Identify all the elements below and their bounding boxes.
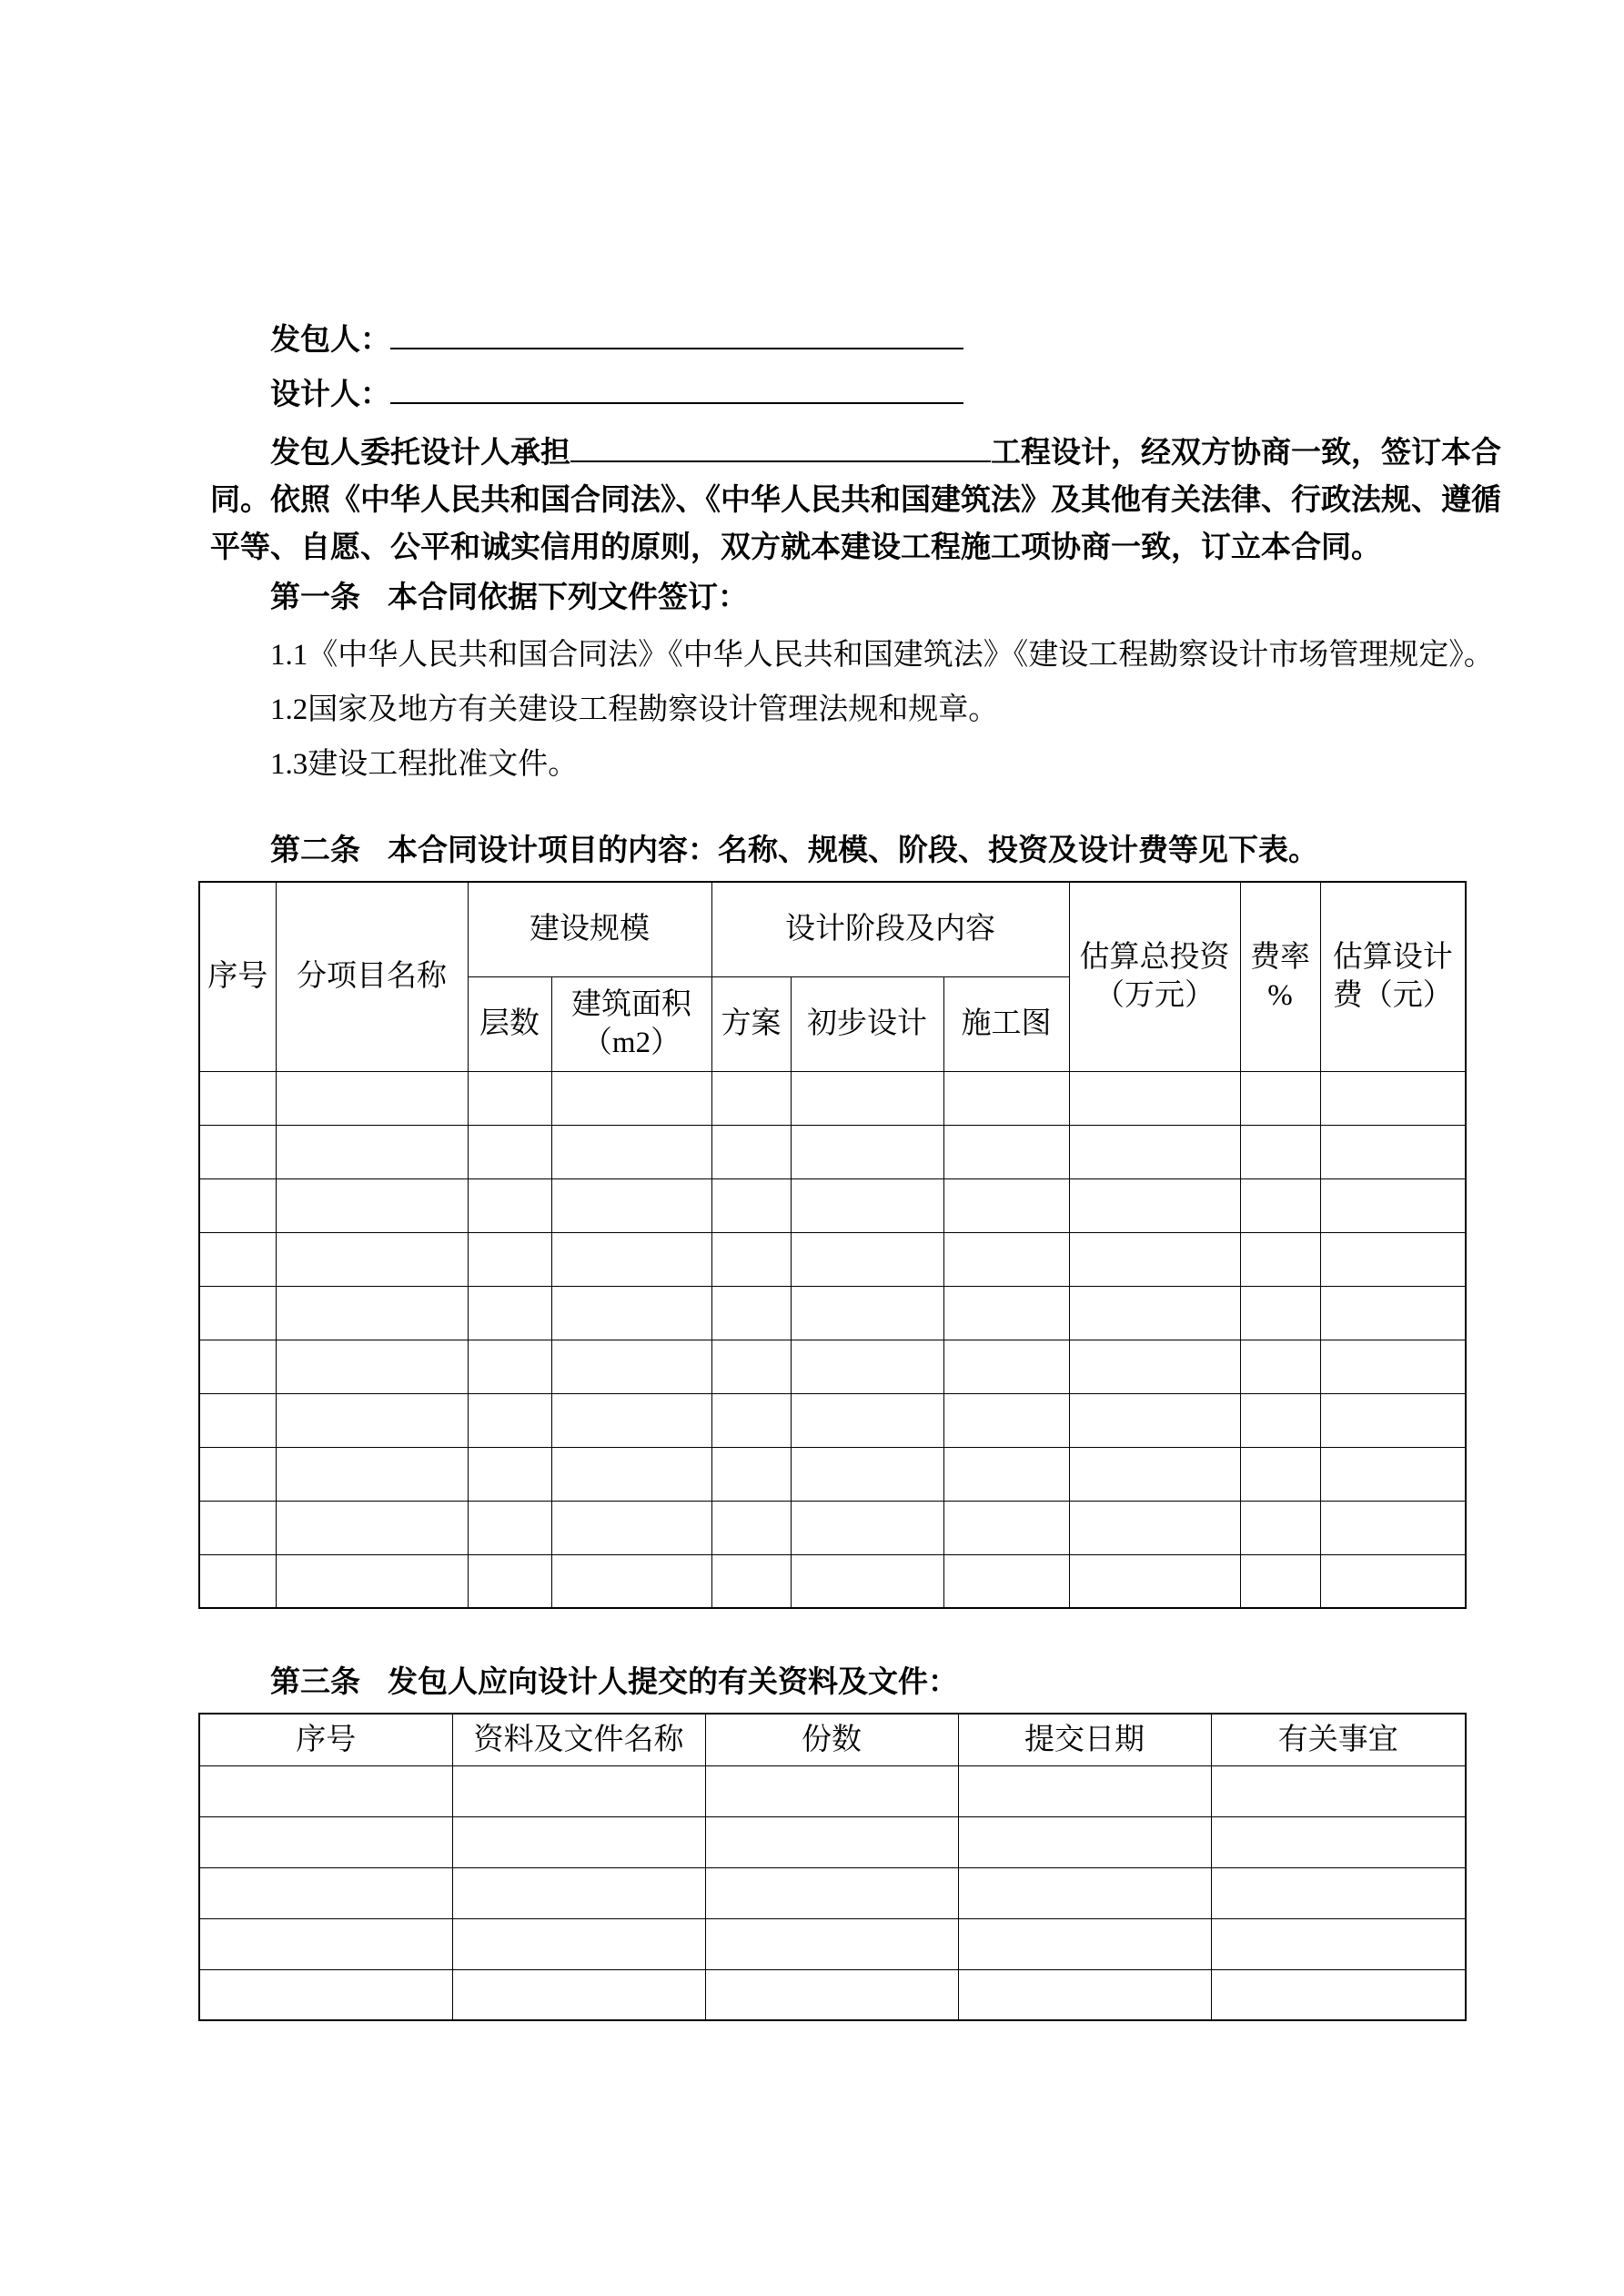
empty-table-row	[199, 1286, 1466, 1340]
empty-cell[interactable]	[276, 1554, 468, 1608]
empty-cell[interactable]	[1320, 1232, 1466, 1286]
party-b-line	[198, 375, 1465, 415]
empty-cell[interactable]	[1320, 1286, 1466, 1340]
empty-cell[interactable]	[943, 1286, 1069, 1340]
empty-cell[interactable]	[1211, 1969, 1466, 2020]
col-header-floors: 层数	[468, 976, 551, 1071]
empty-table-row	[199, 1816, 1466, 1867]
article3-heading	[198, 1662, 1465, 1702]
article1-items	[198, 635, 1494, 784]
empty-cell[interactable]	[943, 1447, 1069, 1501]
empty-cell[interactable]	[1320, 1447, 1466, 1501]
empty-cell[interactable]	[199, 1071, 276, 1125]
empty-cell[interactable]	[551, 1232, 711, 1286]
party-a-label: 发包人：	[270, 324, 390, 357]
empty-cell[interactable]	[791, 1393, 943, 1447]
empty-table-row	[199, 1918, 1466, 1969]
party-b-blank-field[interactable]	[390, 379, 963, 404]
fee-line-2: 费（元）	[1332, 979, 1453, 1013]
empty-cell[interactable]	[276, 1125, 468, 1178]
empty-cell[interactable]	[943, 1178, 1069, 1232]
empty-cell[interactable]	[551, 1286, 711, 1340]
empty-cell[interactable]	[791, 1286, 943, 1340]
empty-cell[interactable]	[1069, 1178, 1240, 1232]
empty-cell[interactable]	[705, 1867, 958, 1918]
article1-item-1: 1.1《中华人民共和国合同法》《中华人民共和国建筑法》《建设工程勘察设计市场管理规定》。	[270, 639, 1494, 672]
empty-cell[interactable]	[958, 1969, 1211, 2020]
rate-line-1: 费率	[1250, 941, 1310, 975]
empty-cell[interactable]	[1069, 1501, 1240, 1554]
empty-cell[interactable]	[1069, 1232, 1240, 1286]
project-name-blank-field[interactable]	[570, 437, 991, 462]
empty-cell[interactable]	[1240, 1178, 1320, 1232]
area-line-1: 建筑面积	[571, 988, 691, 1021]
fee-line-1: 估算设计	[1332, 941, 1453, 975]
col-header-construction-drawing: 施工图	[943, 976, 1069, 1071]
empty-cell[interactable]	[276, 1501, 468, 1554]
empty-cell[interactable]	[199, 1340, 276, 1393]
article2-title: 本合同设计项目的内容：名称、规模、阶段、投资及设计费等见下表。	[388, 833, 1318, 866]
article2-number: 第二条	[270, 833, 360, 866]
area-line-2: （m2）	[581, 1027, 681, 1059]
empty-table-row	[199, 1393, 1466, 1447]
empty-cell[interactable]	[468, 1071, 551, 1125]
empty-cell[interactable]	[1320, 1125, 1466, 1178]
empty-cell[interactable]	[1240, 1554, 1320, 1608]
col-header-document-name: 资料及文件名称	[452, 1714, 705, 1765]
empty-cell[interactable]	[958, 1918, 1211, 1969]
empty-cell[interactable]	[276, 1071, 468, 1125]
empty-cell[interactable]	[1211, 1867, 1466, 1918]
empty-cell[interactable]	[1240, 1340, 1320, 1393]
empty-table-row	[199, 1125, 1466, 1178]
empty-cell[interactable]	[468, 1340, 551, 1393]
contract-page	[198, 320, 1501, 2021]
empty-cell[interactable]	[452, 1765, 705, 1816]
empty-cell[interactable]	[551, 1340, 711, 1393]
article2-heading	[198, 830, 1465, 870]
table2-body	[199, 1765, 1466, 2020]
empty-cell[interactable]	[551, 1178, 711, 1232]
empty-cell[interactable]	[199, 1969, 452, 2020]
empty-cell[interactable]	[1320, 1501, 1466, 1554]
empty-cell[interactable]	[199, 1286, 276, 1340]
empty-cell[interactable]	[468, 1447, 551, 1501]
empty-cell[interactable]	[468, 1232, 551, 1286]
empty-cell[interactable]	[1069, 1125, 1240, 1178]
empty-cell[interactable]	[199, 1232, 276, 1286]
empty-cell[interactable]	[468, 1554, 551, 1608]
empty-cell[interactable]	[1211, 1816, 1466, 1867]
empty-cell[interactable]	[705, 1816, 958, 1867]
article3-number: 第三条	[270, 1664, 360, 1698]
empty-cell[interactable]	[1320, 1178, 1466, 1232]
empty-cell[interactable]	[1240, 1393, 1320, 1447]
empty-cell[interactable]	[276, 1393, 468, 1447]
empty-table-row	[199, 1969, 1466, 2020]
empty-cell[interactable]	[1240, 1232, 1320, 1286]
empty-cell[interactable]	[452, 1918, 705, 1969]
col-header-copies: 份数	[705, 1714, 958, 1765]
empty-cell[interactable]	[711, 1071, 791, 1125]
empty-cell[interactable]	[468, 1501, 551, 1554]
commission-suffix-text: 工程设计，经双方协商一致，签订本合	[991, 437, 1501, 470]
empty-cell[interactable]	[791, 1178, 943, 1232]
empty-cell[interactable]	[551, 1125, 711, 1178]
empty-cell[interactable]	[1240, 1501, 1320, 1554]
empty-cell[interactable]	[791, 1340, 943, 1393]
article1-item-3: 1.3建设工程批准文件。	[270, 748, 579, 781]
empty-cell[interactable]	[943, 1393, 1069, 1447]
empty-cell[interactable]	[711, 1393, 791, 1447]
article1-heading	[198, 577, 1465, 617]
intro-line-1	[198, 430, 1501, 477]
empty-cell[interactable]	[1069, 1393, 1240, 1447]
empty-cell[interactable]	[468, 1178, 551, 1232]
empty-cell[interactable]	[1069, 1071, 1240, 1125]
empty-cell[interactable]	[705, 1765, 958, 1816]
empty-cell[interactable]	[711, 1125, 791, 1178]
empty-cell[interactable]	[711, 1232, 791, 1286]
empty-cell[interactable]	[791, 1501, 943, 1554]
empty-cell[interactable]	[452, 1816, 705, 1867]
empty-cell[interactable]	[1240, 1447, 1320, 1501]
empty-cell[interactable]	[199, 1554, 276, 1608]
empty-cell[interactable]	[468, 1125, 551, 1178]
empty-cell[interactable]	[1211, 1765, 1466, 1816]
empty-cell[interactable]	[1069, 1340, 1240, 1393]
empty-cell[interactable]	[791, 1071, 943, 1125]
empty-cell[interactable]	[958, 1816, 1211, 1867]
article1-number: 第一条	[270, 580, 360, 613]
empty-cell[interactable]	[276, 1232, 468, 1286]
col-header-design-fee	[1320, 882, 1466, 1071]
empty-cell[interactable]	[199, 1393, 276, 1447]
col-header-serial: 序号	[199, 1714, 452, 1765]
empty-cell[interactable]	[199, 1447, 276, 1501]
empty-table-row	[199, 1340, 1466, 1393]
empty-table-row	[199, 1501, 1466, 1554]
col-group-construction-scale: 建设规模	[468, 882, 711, 976]
empty-cell[interactable]	[943, 1232, 1069, 1286]
empty-cell[interactable]	[943, 1071, 1069, 1125]
empty-cell[interactable]	[791, 1125, 943, 1178]
party-a-blank-field[interactable]	[390, 324, 963, 349]
empty-cell[interactable]	[943, 1125, 1069, 1178]
col-header-total-investment	[1069, 882, 1240, 1071]
empty-cell[interactable]	[199, 1867, 452, 1918]
empty-cell[interactable]	[199, 1918, 452, 1969]
empty-cell[interactable]	[943, 1501, 1069, 1554]
col-header-project-name: 分项目名称	[276, 882, 468, 1071]
empty-cell[interactable]	[551, 1393, 711, 1447]
empty-table-row	[199, 1178, 1466, 1232]
empty-cell[interactable]	[705, 1969, 958, 2020]
empty-cell[interactable]	[551, 1447, 711, 1501]
article1-title: 本合同依据下列文件签订：	[388, 580, 748, 613]
party-b-label: 设计人：	[270, 379, 390, 411]
empty-cell[interactable]	[711, 1286, 791, 1340]
empty-cell[interactable]	[791, 1554, 943, 1608]
documents-table	[198, 1713, 1467, 2021]
empty-cell[interactable]	[1069, 1286, 1240, 1340]
article3-title: 发包人应向设计人提交的有关资料及文件：	[388, 1664, 958, 1698]
empty-cell[interactable]	[551, 1501, 711, 1554]
party-a-line	[198, 320, 1465, 360]
intro-line-2: 同。依照《中华人民共和国合同法》、《中华人民共和国建筑法》及其他有关法律、行政法规、遵循	[210, 484, 1501, 517]
col-group-design-stage: 设计阶段及内容	[711, 882, 1069, 976]
empty-cell[interactable]	[711, 1501, 791, 1554]
empty-cell[interactable]	[199, 1125, 276, 1178]
empty-cell[interactable]	[1211, 1918, 1466, 1969]
empty-cell[interactable]	[276, 1340, 468, 1393]
empty-cell[interactable]	[943, 1554, 1069, 1608]
table1-body	[199, 1071, 1466, 1608]
empty-cell[interactable]	[958, 1765, 1211, 1816]
empty-cell[interactable]	[199, 1501, 276, 1554]
table2-header-row	[199, 1714, 1466, 1765]
empty-cell[interactable]	[1320, 1393, 1466, 1447]
empty-table-row	[199, 1554, 1466, 1608]
empty-cell[interactable]	[1069, 1554, 1240, 1608]
col-header-related-matters: 有关事宜	[1211, 1714, 1466, 1765]
col-header-building-area	[551, 976, 711, 1071]
empty-cell[interactable]	[468, 1286, 551, 1340]
empty-cell[interactable]	[705, 1918, 958, 1969]
article1-item-2: 1.2国家及地方有关建设工程勘察设计管理法规和规章。	[270, 693, 999, 726]
empty-cell[interactable]	[551, 1554, 711, 1608]
col-header-rate	[1240, 882, 1320, 1071]
empty-cell[interactable]	[1240, 1125, 1320, 1178]
empty-cell[interactable]	[276, 1447, 468, 1501]
empty-cell[interactable]	[943, 1340, 1069, 1393]
col-header-scheme: 方案	[711, 976, 791, 1071]
empty-cell[interactable]	[1240, 1286, 1320, 1340]
empty-cell[interactable]	[1320, 1071, 1466, 1125]
empty-cell[interactable]	[452, 1969, 705, 2020]
empty-cell[interactable]	[199, 1765, 452, 1816]
empty-cell[interactable]	[199, 1178, 276, 1232]
empty-cell[interactable]	[276, 1286, 468, 1340]
empty-table-row	[199, 1232, 1466, 1286]
empty-cell[interactable]	[452, 1867, 705, 1918]
empty-cell[interactable]	[1069, 1447, 1240, 1501]
empty-table-row	[199, 1447, 1466, 1501]
empty-table-row	[199, 1071, 1466, 1125]
empty-cell[interactable]	[711, 1178, 791, 1232]
empty-cell[interactable]	[958, 1867, 1211, 1918]
empty-cell[interactable]	[199, 1816, 452, 1867]
empty-cell[interactable]	[791, 1447, 943, 1501]
empty-table-row	[199, 1867, 1466, 1918]
col-header-serial: 序号	[199, 882, 276, 1071]
commission-prefix-text: 发包人委托设计人承担	[270, 437, 570, 470]
empty-table-row	[199, 1765, 1466, 1816]
intro-paragraph	[198, 430, 1501, 571]
design-projects-table	[198, 881, 1467, 1609]
empty-cell[interactable]	[1320, 1554, 1466, 1608]
empty-cell[interactable]	[791, 1232, 943, 1286]
empty-cell[interactable]	[551, 1071, 711, 1125]
rate-line-2: %	[1267, 979, 1293, 1013]
empty-cell[interactable]	[1240, 1071, 1320, 1125]
empty-cell[interactable]	[276, 1178, 468, 1232]
investment-line-2: （万元）	[1094, 979, 1215, 1013]
col-header-submission-date: 提交日期	[958, 1714, 1211, 1765]
investment-line-1: 估算总投资	[1079, 941, 1230, 975]
empty-cell[interactable]	[711, 1447, 791, 1501]
empty-cell[interactable]	[1320, 1340, 1466, 1393]
empty-cell[interactable]	[468, 1393, 551, 1447]
col-header-preliminary-design: 初步设计	[791, 976, 943, 1071]
empty-cell[interactable]	[711, 1340, 791, 1393]
empty-cell[interactable]	[711, 1554, 791, 1608]
intro-line-3: 平等、自愿、公平和诚实信用的原则，双方就本建设工程施工项协商一致，订立本合同。	[210, 531, 1381, 564]
table1-header-row-1	[199, 882, 1466, 976]
